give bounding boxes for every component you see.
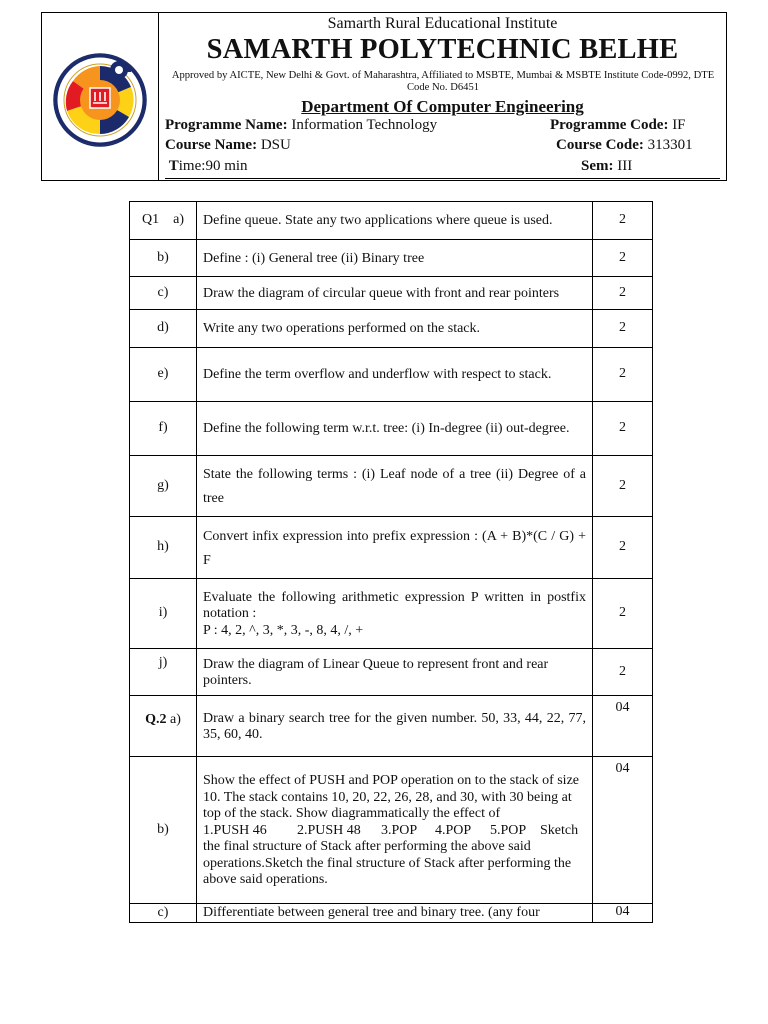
header-rule xyxy=(165,178,720,179)
department-title: Department Of Computer Engineering xyxy=(301,97,584,116)
college-name: SAMARTH POLYTECHNIC BELHE xyxy=(206,34,679,65)
question-number: h) xyxy=(130,517,197,579)
course-code: 313301 xyxy=(647,137,693,153)
question-number: f) xyxy=(130,402,197,456)
question-text xyxy=(197,579,593,649)
operation-item: 5.POP xyxy=(490,822,527,838)
question-number: i) xyxy=(130,579,197,649)
table-row xyxy=(130,456,653,517)
question-marks: 04 xyxy=(593,696,653,757)
question-text: Draw the diagram of Linear Queue to represent front and rear pointers. xyxy=(197,649,593,696)
institute-logo xyxy=(53,51,149,147)
table-row xyxy=(130,402,653,456)
question-expression: P : 4, 2, ^, 3, *, 3, -, 8, 4, /, + xyxy=(203,622,364,638)
approval-text: Approved by AICTE, New Delhi & Govt. of Maharashtra, Affiliated to MSBTE, Mumbai & MSBTE Institute Code-0992, DTE Code No. D6451 xyxy=(171,70,715,93)
question-marks: 2 xyxy=(593,310,653,348)
question-number: g) xyxy=(130,456,197,517)
logo-cell xyxy=(42,13,159,180)
question-text-line: Show the effect of PUSH and POP operation on to the stack of size 10. The stack contains 10, 20, 22, 26, 28, and 30, with 30 being at top of the stack. Show diagrammatically the effect of xyxy=(203,773,579,822)
question-text: State the following terms : (i) Leaf node of a tree (ii) Degree of a tree xyxy=(197,456,593,517)
institute-name: Samarth Rural Educational Institute xyxy=(327,15,558,32)
question-marks: 2 xyxy=(593,202,653,240)
table-row xyxy=(130,202,653,240)
question-text: Draw a binary search tree for the given number. 50, 33, 44, 22, 77, 35, 60, 40. xyxy=(197,696,593,757)
question-text: Define the following term w.r.t. tree: (i) In-degree (ii) out-degree. xyxy=(197,402,593,456)
question-number: d) xyxy=(130,310,197,348)
question-text-line: the final structure of Stack after performing the above said operations.Sketch the final structure of Stack after performing the above said operations. xyxy=(203,839,572,888)
question-number: Q.2 a) xyxy=(130,696,197,757)
question-text: Write any two operations performed on the stack. xyxy=(197,310,593,348)
table-row xyxy=(130,240,653,277)
question-text: Draw the diagram of circular queue with front and rear pointers xyxy=(197,277,593,310)
question-text: Define the term overflow and underflow with respect to stack. xyxy=(197,348,593,402)
time-row: Time:90 min Sem: III xyxy=(168,158,633,174)
question-marks: 2 xyxy=(593,649,653,696)
question-marks: 2 xyxy=(593,240,653,277)
programme-code: IF xyxy=(672,117,686,133)
semester: III xyxy=(617,158,633,174)
table-row xyxy=(130,649,653,696)
question-marks: 04 xyxy=(593,757,653,904)
question-marks: 2 xyxy=(593,402,653,456)
question-number: Q1 a) xyxy=(130,202,197,240)
table-row xyxy=(130,757,653,904)
question-text: Define queue. State any two applications where queue is used. xyxy=(197,202,593,240)
stack-operations xyxy=(203,823,586,840)
question-number: c) xyxy=(130,277,197,310)
header-box xyxy=(41,12,727,181)
question-text: Define : (i) General tree (ii) Binary tree xyxy=(197,240,593,277)
question-text: Convert infix expression into prefix expression : (A + B)*(C / G) + F xyxy=(197,517,593,579)
table-row xyxy=(130,348,653,402)
operation-item: 1.PUSH 46 xyxy=(203,822,267,838)
question-number: j) xyxy=(130,649,197,696)
programme-name: Information Technology xyxy=(291,117,438,133)
table-row xyxy=(130,579,653,649)
question-marks: 04 xyxy=(593,904,653,923)
question-marks: 2 xyxy=(593,579,653,649)
questions-table xyxy=(129,201,653,923)
course-name: DSU xyxy=(260,137,291,153)
question-marks: 2 xyxy=(593,348,653,402)
question-text: Differentiate between general tree and binary tree. (any four xyxy=(197,904,593,923)
operation-item: 4.POP xyxy=(435,822,472,838)
table-row xyxy=(130,904,653,923)
programme-row: Programme Name: Information Technology Programme Code: IF xyxy=(165,117,686,133)
question-number: b) xyxy=(130,240,197,277)
exam-time: 90 min xyxy=(205,158,248,174)
table-row xyxy=(130,696,653,757)
question-number: b) xyxy=(130,757,197,904)
question-marks: 2 xyxy=(593,277,653,310)
question-text-line: Evaluate the following arithmetic expression P written in postfix notation : xyxy=(203,589,586,622)
operation-item: 2.PUSH 48 xyxy=(297,822,361,838)
question-marks: 2 xyxy=(593,456,653,517)
question-text xyxy=(197,757,593,904)
table-row xyxy=(130,310,653,348)
operation-item: 3.POP xyxy=(381,822,418,838)
question-number: e) xyxy=(130,348,197,402)
question-number: c) xyxy=(130,904,197,923)
header-info xyxy=(159,13,726,180)
question-marks: 2 xyxy=(593,517,653,579)
table-row xyxy=(130,517,653,579)
course-row: Course Name: DSU Course Code: 313301 xyxy=(165,137,693,153)
operation-sketch-word: Sketch xyxy=(540,822,579,838)
table-row xyxy=(130,277,653,310)
